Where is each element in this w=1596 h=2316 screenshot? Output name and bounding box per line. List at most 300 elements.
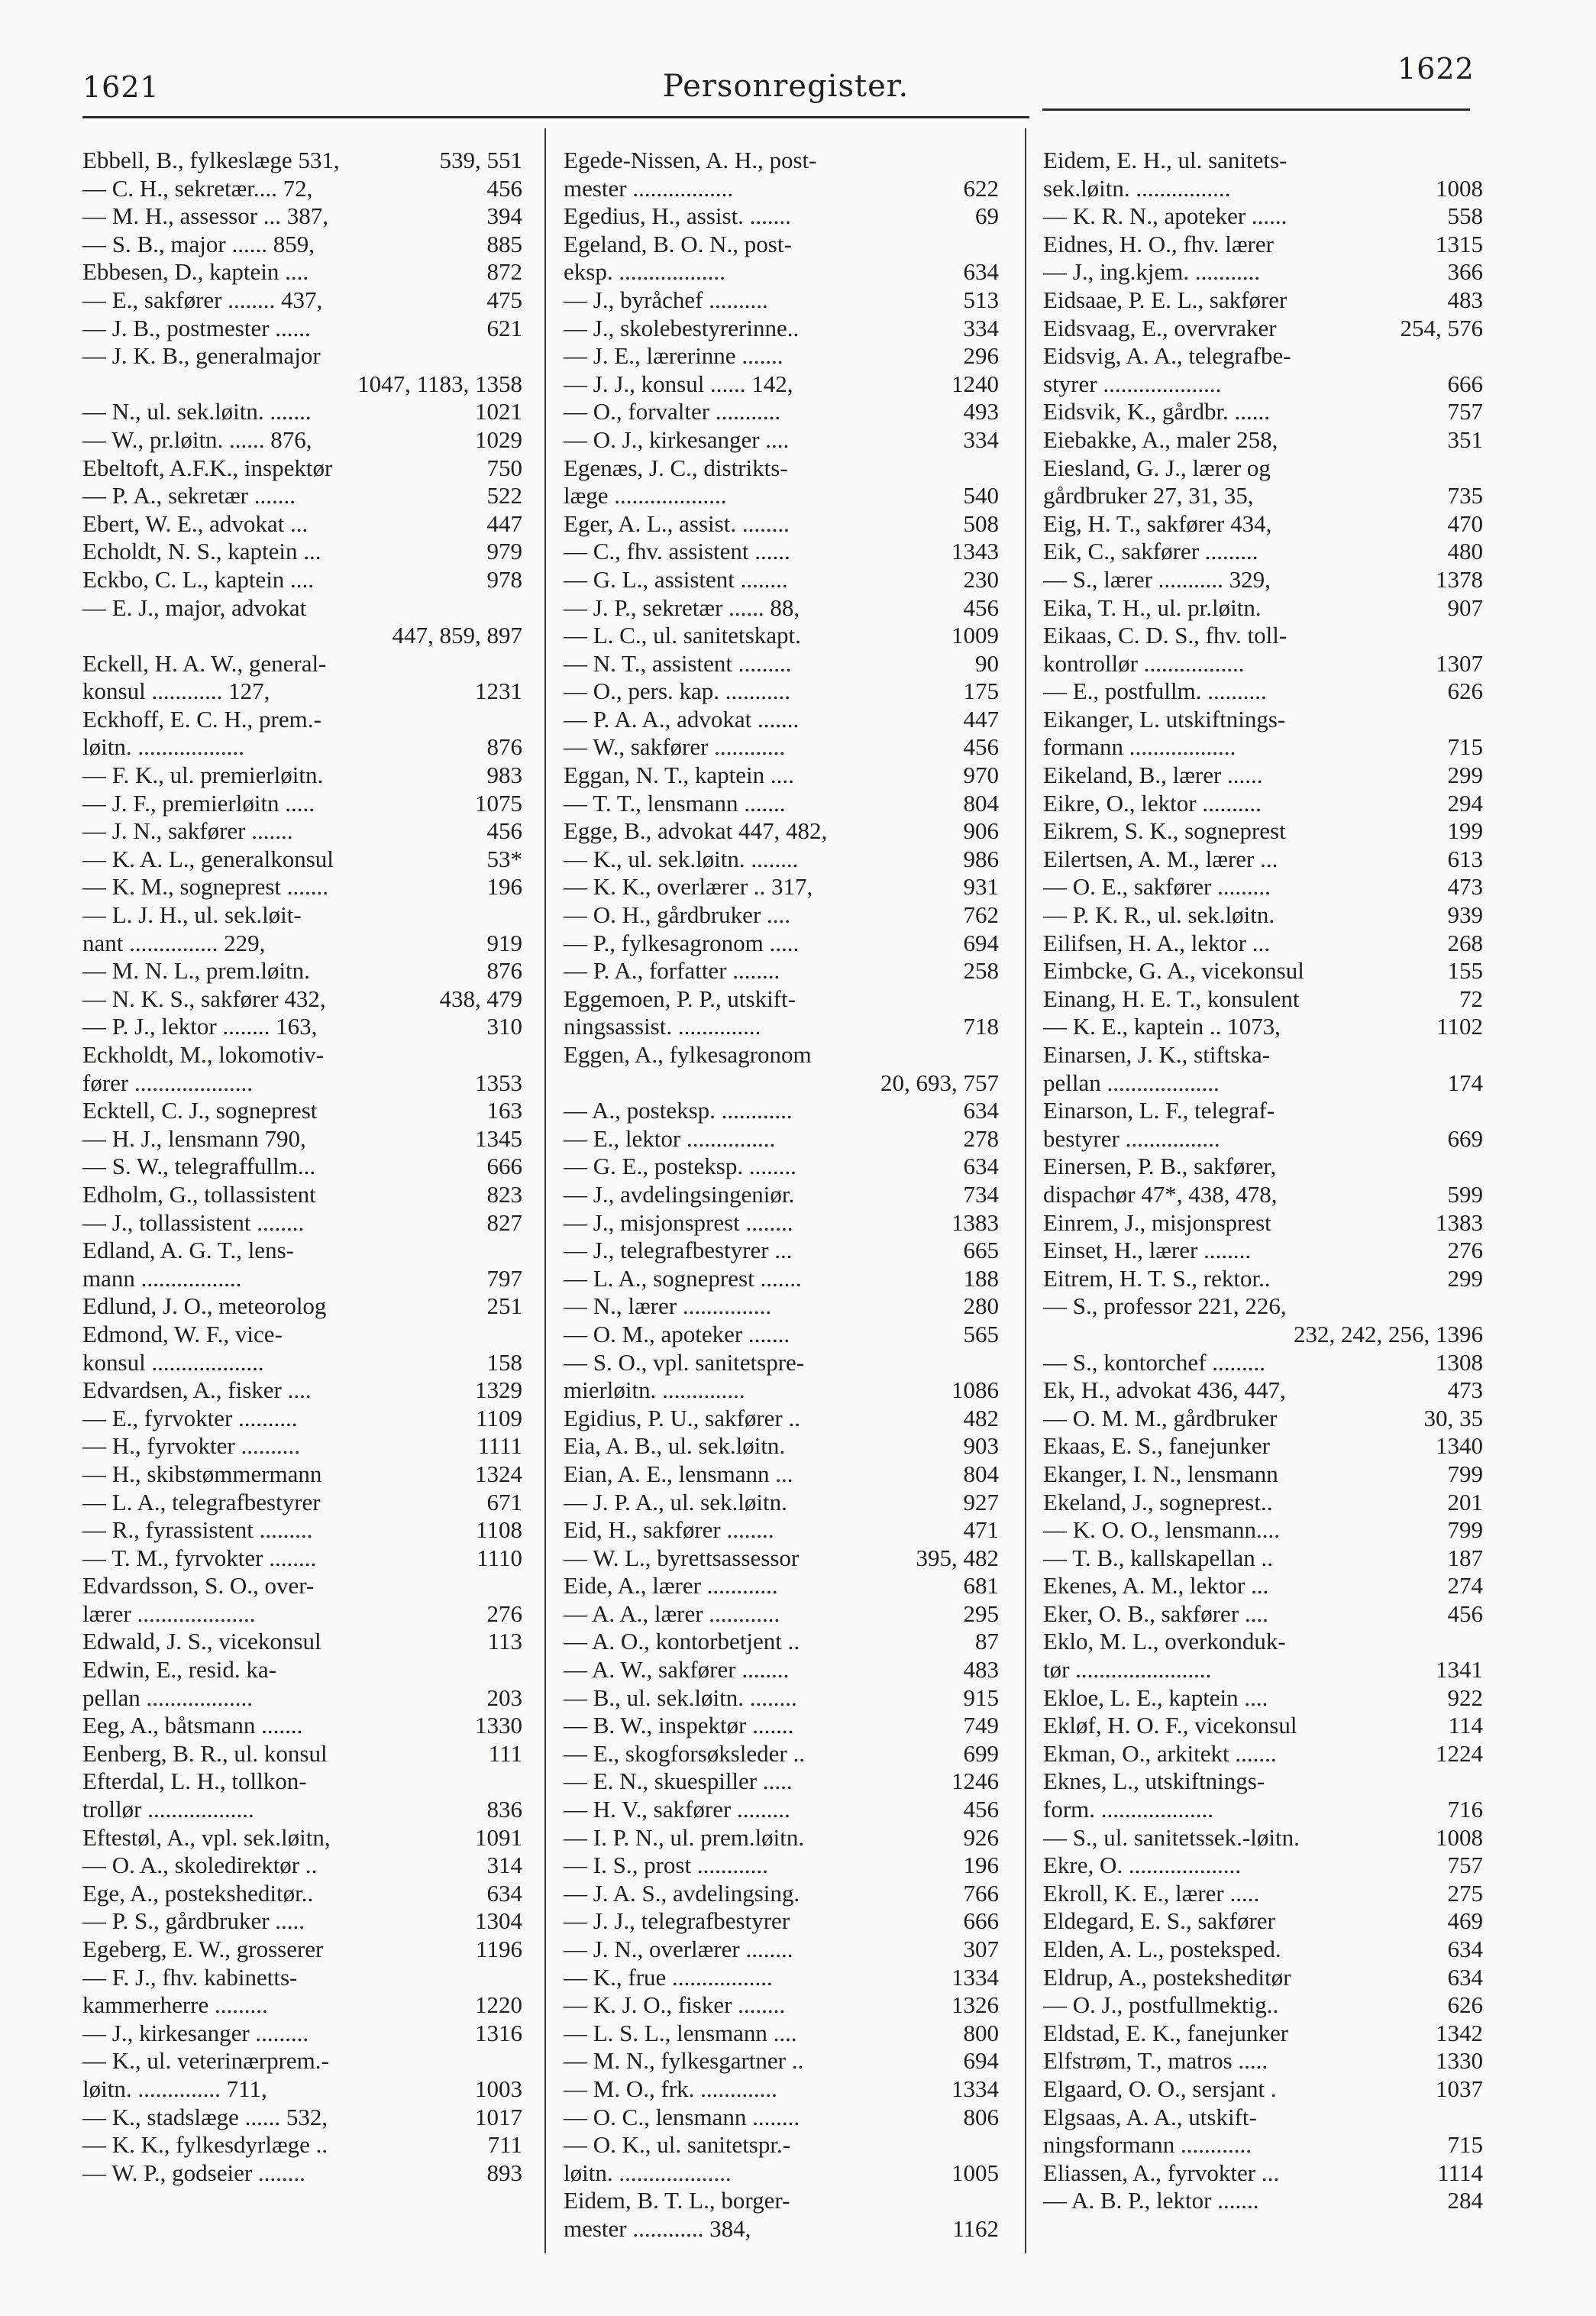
entry-page-refs: 475 — [486, 286, 522, 313]
entry-page-refs: 251 — [486, 1292, 522, 1320]
entry-text: mester ............ 384, — [564, 2214, 751, 2242]
entry-text: — J. N., sakfører ....... — [82, 817, 293, 845]
entry-page-refs: 931 — [963, 873, 999, 901]
entry-text: — K. A. L., generalkonsul — [82, 845, 334, 872]
entry-page-refs: 334 — [963, 425, 999, 453]
entry-text: — L. J. H., ul. sek.løit- — [82, 901, 302, 929]
entry-text: — L. A., telegrafbestyrer — [82, 1488, 321, 1515]
index-entry — [564, 315, 999, 343]
entry-text: Ekløf, H. O. F., vicekonsul — [1043, 1712, 1297, 1739]
entry-text: — E. J., major, advokat — [82, 594, 307, 621]
index-entry — [564, 1516, 999, 1545]
index-entry — [82, 1489, 522, 1517]
index-entry — [564, 231, 999, 259]
entry-text: Egidius, P. U., sakfører .. — [564, 1404, 800, 1431]
entry-page-refs: 196 — [963, 1852, 999, 1879]
entry-text: sek.løitn. ................ — [1043, 174, 1231, 202]
entry-page-refs: 978 — [486, 565, 522, 593]
index-entry — [82, 1265, 522, 1293]
entry-text: mann ................. — [82, 1264, 242, 1292]
entry-text: Eftestøl, A., vpl. sek.løitn, — [82, 1823, 331, 1851]
index-entry — [564, 2075, 999, 2104]
index-entry — [564, 1964, 999, 1992]
index-entry — [1043, 1991, 1483, 2020]
entry-page-refs: 469 — [1447, 1907, 1483, 1935]
entry-text: — O. J., postfullmektig.. — [1043, 1991, 1279, 2019]
entry-text: — O., forvalter ........... — [564, 398, 781, 425]
index-entry — [564, 2104, 999, 2132]
entry-text: Eimbcke, G. A., vicekonsul — [1043, 957, 1304, 985]
entry-page-refs: 1378 — [1436, 565, 1483, 593]
index-entry — [82, 706, 522, 734]
entry-text: — E., skogforsøksleder .. — [564, 1739, 805, 1767]
entry-page-refs: 634 — [486, 1879, 522, 1907]
entry-page-refs: 295 — [963, 1600, 999, 1627]
entry-text: Einersen, P. B., sakfører, — [1043, 1153, 1277, 1180]
index-entry — [1043, 2187, 1483, 2215]
entry-text: — M. N. L., prem.løitn. — [82, 957, 310, 985]
entry-page-refs: 175 — [963, 678, 999, 705]
entry-page-refs: 1324 — [475, 1460, 522, 1487]
index-entry — [1043, 315, 1483, 343]
index-entry — [1043, 1907, 1483, 1936]
index-entry — [82, 2131, 522, 2159]
index-entry — [82, 454, 522, 483]
index-entry — [564, 930, 999, 958]
index-entry — [1043, 1684, 1483, 1713]
entry-page-refs: 1231 — [475, 678, 522, 705]
entry-text: — W. L., byrettsassessor — [564, 1544, 800, 1571]
index-entry — [1043, 454, 1483, 483]
entry-text: — A. B. P., lektor ....... — [1043, 2187, 1259, 2214]
index-entry — [564, 1432, 999, 1460]
entry-text: — C. H., sekretær.... 72, — [82, 174, 313, 202]
entry-page-refs: 893 — [486, 2159, 522, 2186]
entry-page-refs: 483 — [1447, 286, 1483, 313]
entry-text: styrer .................... — [1043, 370, 1222, 397]
entry-page-refs: 87 — [975, 1628, 999, 1655]
entry-text: — H., fyrvokter .......... — [82, 1432, 300, 1460]
entry-page-refs: 1383 — [951, 1208, 999, 1236]
entry-text: — E., sakfører ........ 437, — [82, 286, 323, 313]
entry-page-refs: 456 — [486, 817, 522, 845]
header-rule-left — [82, 116, 1029, 118]
index-entry — [564, 510, 999, 539]
index-entry — [1043, 1545, 1483, 1573]
entry-text: Eikanger, L. utskiftnings- — [1043, 705, 1286, 733]
entry-text: — T. T., lensmann ....... — [564, 789, 786, 817]
index-entry — [564, 873, 999, 901]
index-entry — [1043, 1265, 1483, 1293]
index-entry — [82, 2075, 522, 2104]
entry-page-refs: 1240 — [951, 370, 999, 397]
entry-page-refs: 1196 — [476, 1936, 522, 1962]
entry-text: Ekman, O., arkitekt ....... — [1043, 1739, 1277, 1767]
entry-text: — P. K. R., ul. sek.løitn. — [1043, 901, 1275, 929]
entry-text: — G. E., posteksp. ........ — [564, 1153, 796, 1180]
entry-page-refs: 694 — [963, 929, 999, 956]
entry-text: — J. E., lærerinne ....... — [564, 342, 783, 370]
entry-text: — J. A. S., avdelingsing. — [564, 1879, 800, 1907]
index-entry — [1043, 1656, 1483, 1684]
entry-page-refs: 799 — [1447, 1516, 1483, 1544]
entry-text: løitn. .............. 711, — [82, 2075, 267, 2102]
entry-page-refs: 634 — [963, 258, 999, 286]
entry-page-refs: 299 — [1447, 762, 1483, 789]
index-entry — [82, 1936, 522, 1964]
entry-text: — P., fylkesagronom ..... — [564, 929, 800, 956]
entry-text: Ek, H., advokat 436, 447, — [1043, 1376, 1286, 1404]
entry-text: — O. M., apoteker ....... — [564, 1320, 790, 1347]
index-entry — [564, 1684, 999, 1713]
entry-text: Eger, A. L., assist. ........ — [564, 509, 790, 537]
entry-page-refs: 447 — [486, 509, 522, 537]
entry-page-refs: 522 — [486, 482, 522, 509]
entry-page-refs: 274 — [1447, 1572, 1483, 1600]
entry-page-refs: 480 — [1447, 538, 1483, 565]
index-entry — [82, 873, 522, 901]
entry-text: Edholm, G., tollassistent — [82, 1180, 316, 1208]
entry-page-refs: 749 — [963, 1712, 999, 1739]
entry-text: — J. F., premierløitn ..... — [82, 789, 315, 817]
entry-text: — T. B., kallskapellan .. — [1043, 1544, 1274, 1571]
entry-page-refs: 394 — [486, 202, 522, 230]
entry-text: — O. A., skoledirektør .. — [82, 1852, 318, 1879]
index-entry — [82, 1824, 522, 1852]
entry-text: Ekenes, A. M., lektor ... — [1043, 1572, 1269, 1600]
index-entry — [1043, 1852, 1483, 1880]
index-entry — [82, 1852, 522, 1880]
entry-text: — E. N., skuespiller ..... — [564, 1768, 793, 1795]
entry-page-refs: 230 — [963, 565, 999, 593]
entry-page-refs: 926 — [963, 1823, 999, 1851]
entry-page-refs: 1005 — [951, 2159, 999, 2186]
index-entry — [82, 1964, 522, 1992]
entry-page-refs: 296 — [963, 342, 999, 370]
entry-page-refs: 622 — [963, 174, 999, 202]
index-entry — [82, 426, 522, 454]
column-divider-1 — [544, 128, 546, 2253]
entry-text: — J. B., postmester ...... — [82, 314, 311, 341]
entry-page-refs: 885 — [486, 230, 522, 257]
index-entry — [1043, 566, 1483, 594]
entry-page-refs: 456 — [486, 174, 522, 202]
entry-text: — A. A., lærer ............ — [564, 1600, 780, 1627]
index-entry — [1043, 482, 1483, 510]
index-entry — [564, 2020, 999, 2048]
entry-text: Eikrem, S. K., sogneprest — [1043, 817, 1286, 845]
entry-text: Eiesland, G. J., lærer og — [1043, 454, 1271, 481]
entry-text: — E., fyrvokter .......... — [82, 1404, 298, 1431]
entry-text: trollør .................. — [82, 1796, 254, 1823]
entry-text: Eiebakke, A., maler 258, — [1043, 425, 1278, 453]
index-entry — [82, 901, 522, 930]
index-entry — [1043, 1740, 1483, 1768]
entry-text: Elgaard, O. O., sersjant . — [1043, 2075, 1277, 2102]
entry-page-refs: 876 — [486, 733, 522, 761]
index-entry — [1043, 1292, 1483, 1348]
index-entry — [82, 930, 522, 958]
entry-text: — J. P. A., ul. sek.løitn. — [564, 1488, 787, 1515]
entry-page-refs: 540 — [963, 482, 999, 509]
entry-page-refs: 939 — [1447, 901, 1483, 929]
entry-text: — J. P., sekretær ...... 88, — [564, 594, 800, 621]
entry-text: Elden, A. L., posteksped. — [1043, 1936, 1281, 1962]
index-entry — [1043, 1376, 1483, 1405]
entry-page-refs: 1330 — [1436, 2047, 1483, 2075]
entry-text: — S. O., vpl. sanitetspre- — [564, 1348, 805, 1376]
entry-text: konsul ................... — [82, 1348, 264, 1376]
index-entry — [82, 510, 522, 539]
index-entry — [1043, 1768, 1483, 1796]
entry-page-refs: 757 — [1447, 1852, 1483, 1879]
index-entry — [1043, 342, 1483, 370]
entry-text: Ekre, O. ................... — [1043, 1852, 1242, 1879]
header-rule-right — [1042, 108, 1470, 111]
entry-page-refs: 310 — [486, 1013, 522, 1040]
index-entry — [1043, 202, 1483, 231]
entry-page-refs: 970 — [963, 762, 999, 789]
entry-text: Echoldt, N. S., kaptein ... — [82, 538, 321, 565]
entry-page-refs: 907 — [1447, 594, 1483, 621]
index-entry — [564, 1936, 999, 1964]
entry-text: Eckhoff, E. C. H., prem.- — [82, 705, 321, 733]
entry-page-refs: 276 — [486, 1600, 522, 1627]
entry-page-refs: 799 — [1447, 1460, 1483, 1487]
entry-text: — S., lærer ........... 329, — [1043, 565, 1271, 593]
index-entry — [1043, 901, 1483, 930]
index-column-1 — [82, 147, 522, 2187]
index-entry — [1043, 1489, 1483, 1517]
index-entry — [564, 1545, 999, 1573]
entry-text: — H. J., lensmann 790, — [82, 1124, 306, 1152]
index-entry — [564, 2159, 999, 2188]
entry-text: — F. J., fhv. kabinetts- — [82, 1963, 298, 1991]
entry-page-refs: 1102 — [1436, 1013, 1483, 1040]
index-entry — [82, 1125, 522, 1153]
entry-page-refs: 718 — [963, 1013, 999, 1040]
entry-text: — H. V., sakfører ......... — [564, 1796, 790, 1823]
entry-page-refs: 634 — [1447, 1963, 1483, 1991]
entry-page-refs: 299 — [1447, 1264, 1483, 1292]
index-entry — [1043, 1936, 1483, 1964]
entry-page-refs: 634 — [963, 1153, 999, 1180]
index-entry — [1043, 2047, 1483, 2075]
entry-text: bestyrer ................ — [1043, 1124, 1220, 1152]
index-entry — [1043, 930, 1483, 958]
entry-text: — W. P., godseier ........ — [82, 2159, 305, 2186]
index-entry — [564, 1237, 999, 1265]
index-entry — [1043, 1349, 1483, 1377]
entry-text: Eikre, O., lektor .......... — [1043, 789, 1262, 817]
entry-text: Eckell, H. A. W., general- — [82, 649, 327, 677]
index-entry — [1043, 957, 1483, 985]
entry-text: Ekanger, I. N., lensmann — [1043, 1460, 1278, 1487]
index-entry — [1043, 426, 1483, 454]
entry-page-refs: 669 — [1447, 1124, 1483, 1152]
entry-page-refs: 1304 — [475, 1907, 522, 1935]
index-entry — [82, 1768, 522, 1796]
entry-page-refs: 53* — [486, 845, 522, 872]
entry-text: Eilertsen, A. M., lærer ... — [1043, 845, 1278, 872]
entry-text: Eggan, N. T., kaptein .... — [564, 762, 794, 789]
entry-text: Ekeland, J., sogneprest.. — [1043, 1488, 1273, 1515]
entry-text: — B. W., inspektør ....... — [564, 1712, 794, 1739]
entry-page-refs: 258 — [963, 957, 999, 985]
index-entry — [564, 1321, 999, 1349]
index-entry — [1043, 175, 1483, 203]
entry-page-refs: 482 — [963, 1404, 999, 1431]
entry-text: Efterdal, L. H., tollkon- — [82, 1768, 307, 1795]
entry-text: — J. N., overlærer ........ — [564, 1936, 793, 1962]
entry-page-refs: 1353 — [475, 1069, 522, 1096]
index-entry — [564, 1907, 999, 1936]
entry-page-refs: 1108 — [476, 1516, 522, 1544]
entry-text: form. ................... — [1043, 1796, 1214, 1823]
index-entry — [564, 1572, 999, 1600]
entry-page-refs: 626 — [1447, 1991, 1483, 2019]
index-entry — [1043, 790, 1483, 818]
entry-page-refs: 280 — [963, 1292, 999, 1320]
entry-text: — S. B., major ...... 859, — [82, 230, 315, 257]
index-entry — [564, 901, 999, 930]
index-entry — [82, 1181, 522, 1209]
entry-text: Eckholdt, M., lokomotiv- — [82, 1041, 325, 1068]
index-entry — [1043, 873, 1483, 901]
entry-text: Edvardsen, A., fisker .... — [82, 1376, 312, 1404]
entry-text: — J., avdelingsingeniør. — [564, 1180, 795, 1208]
page-number-right: 1622 — [1397, 52, 1475, 86]
index-entry — [82, 2047, 522, 2075]
entry-text: Egedius, H., assist. ....... — [564, 202, 791, 230]
entry-page-refs: 1086 — [951, 1376, 999, 1404]
running-title: Personregister. — [663, 69, 909, 104]
entry-text: — H., skibstømmermann — [82, 1460, 322, 1487]
index-entry — [1043, 1796, 1483, 1824]
entry-text: ningsassist. .............. — [564, 1013, 761, 1040]
entry-page-refs: 1109 — [476, 1404, 522, 1431]
index-entry — [564, 370, 999, 399]
index-entry — [1043, 2104, 1483, 2132]
entry-text: Ebeltoft, A.F.K., inspektør — [82, 454, 333, 481]
index-entry — [1043, 1153, 1483, 1181]
index-entry — [564, 2187, 999, 2215]
entry-page-refs: 1009 — [951, 622, 999, 649]
entry-text: — E., lektor ............... — [564, 1124, 776, 1152]
index-entry — [1043, 1600, 1483, 1629]
entry-page-refs: 158 — [486, 1348, 522, 1376]
index-entry — [564, 426, 999, 454]
entry-page-refs: 715 — [1447, 2131, 1483, 2159]
entry-text: — M. H., assessor ... 387, — [82, 202, 329, 230]
index-entry — [1043, 1880, 1483, 1908]
entry-text: — J., kirkesanger ......... — [82, 2019, 309, 2046]
entry-page-refs: 876 — [486, 957, 522, 985]
entry-text: Ebbell, B., fylkeslæge 531, — [82, 147, 340, 173]
entry-text: Edwin, E., resid. ka- — [82, 1656, 276, 1684]
entry-text: Eeg, A., båtsmann ....... — [82, 1712, 303, 1739]
entry-page-refs: 275 — [1447, 1879, 1483, 1907]
entry-text: — L. A., sogneprest ....... — [564, 1264, 802, 1292]
entry-text: — F. K., ul. premierløitn. — [82, 762, 324, 789]
entry-page-refs: 565 — [963, 1320, 999, 1347]
entry-page-refs: 188 — [963, 1264, 999, 1292]
entry-page-refs: 254, 576 — [1400, 314, 1483, 341]
entry-text: pellan ................... — [1043, 1069, 1220, 1096]
entry-text: — K. R. N., apoteker ...... — [1043, 202, 1287, 230]
entry-page-refs: 906 — [963, 817, 999, 845]
index-entry — [82, 1880, 522, 1908]
index-entry — [1043, 2075, 1483, 2104]
entry-page-refs: 456 — [1447, 1600, 1483, 1627]
entry-text: løitn. ................... — [564, 2159, 732, 2186]
entry-text: Eggen, A., fylkesagronom — [564, 1041, 812, 1068]
entry-page-refs: 456 — [963, 594, 999, 621]
entry-text: Egge, B., advokat 447, 482, — [564, 817, 828, 845]
entry-text: konsul ............ 127, — [82, 678, 270, 705]
index-entry — [82, 315, 522, 343]
entry-page-refs: 69 — [975, 202, 999, 230]
entry-page-refs: 927 — [963, 1488, 999, 1515]
index-entry — [1043, 733, 1483, 762]
entry-page-refs: 508 — [963, 509, 999, 537]
entry-text: — B., ul. sek.løitn. ........ — [564, 1684, 797, 1711]
entry-page-refs: 666 — [486, 1153, 522, 1180]
entry-text: — K., ul. sek.løitn. ........ — [564, 845, 799, 872]
entry-page-refs: 699 — [963, 1739, 999, 1767]
index-entry — [82, 1545, 522, 1573]
entry-text: gårdbruker 27, 31, 35, — [1043, 482, 1254, 509]
index-entry — [564, 1796, 999, 1824]
index-entry — [82, 286, 522, 315]
index-entry — [82, 1572, 522, 1600]
entry-page-refs: 716 — [1447, 1796, 1483, 1823]
entry-page-refs: 471 — [963, 1516, 999, 1544]
index-entry — [82, 1740, 522, 1768]
index-entry — [564, 622, 999, 650]
entry-text: løitn. .................. — [82, 733, 244, 761]
index-entry — [82, 342, 522, 398]
index-entry — [1043, 2131, 1483, 2159]
entry-page-refs: 1021 — [475, 398, 522, 425]
index-entry — [564, 454, 999, 483]
index-entry — [564, 846, 999, 874]
index-entry — [82, 1460, 522, 1489]
entry-text: dispachør 47*, 438, 478, — [1043, 1180, 1278, 1208]
index-entry — [564, 733, 999, 762]
entry-text: Edwald, J. S., vicekonsul — [82, 1628, 321, 1655]
entry-page-refs: 694 — [963, 2047, 999, 2075]
index-entry — [1043, 231, 1483, 259]
index-entry — [1043, 622, 1483, 650]
entry-text: — J., misjonsprest ........ — [564, 1208, 793, 1236]
entry-text: — K. M., sogneprest ....... — [82, 873, 329, 901]
entry-page-refs: 1110 — [477, 1544, 522, 1571]
entry-text: Eidem, B. T. L., borger- — [564, 2187, 790, 2214]
index-entry — [564, 147, 999, 175]
entry-text: — L. S. L., lensmann .... — [564, 2019, 797, 2046]
entry-page-refs: 1111 — [477, 1432, 522, 1460]
entry-page-refs: 473 — [1447, 1376, 1483, 1404]
entry-page-refs: 750 — [486, 454, 522, 481]
entry-text: lærer .................... — [82, 1600, 256, 1627]
entry-text: — K. K., overlærer .. 317, — [564, 873, 813, 901]
index-entry — [564, 566, 999, 594]
entry-page-refs: 766 — [963, 1879, 999, 1907]
index-entry — [1043, 1516, 1483, 1545]
entry-text: — O. H., gårdbruker .... — [564, 901, 791, 929]
index-entry — [82, 1796, 522, 1824]
